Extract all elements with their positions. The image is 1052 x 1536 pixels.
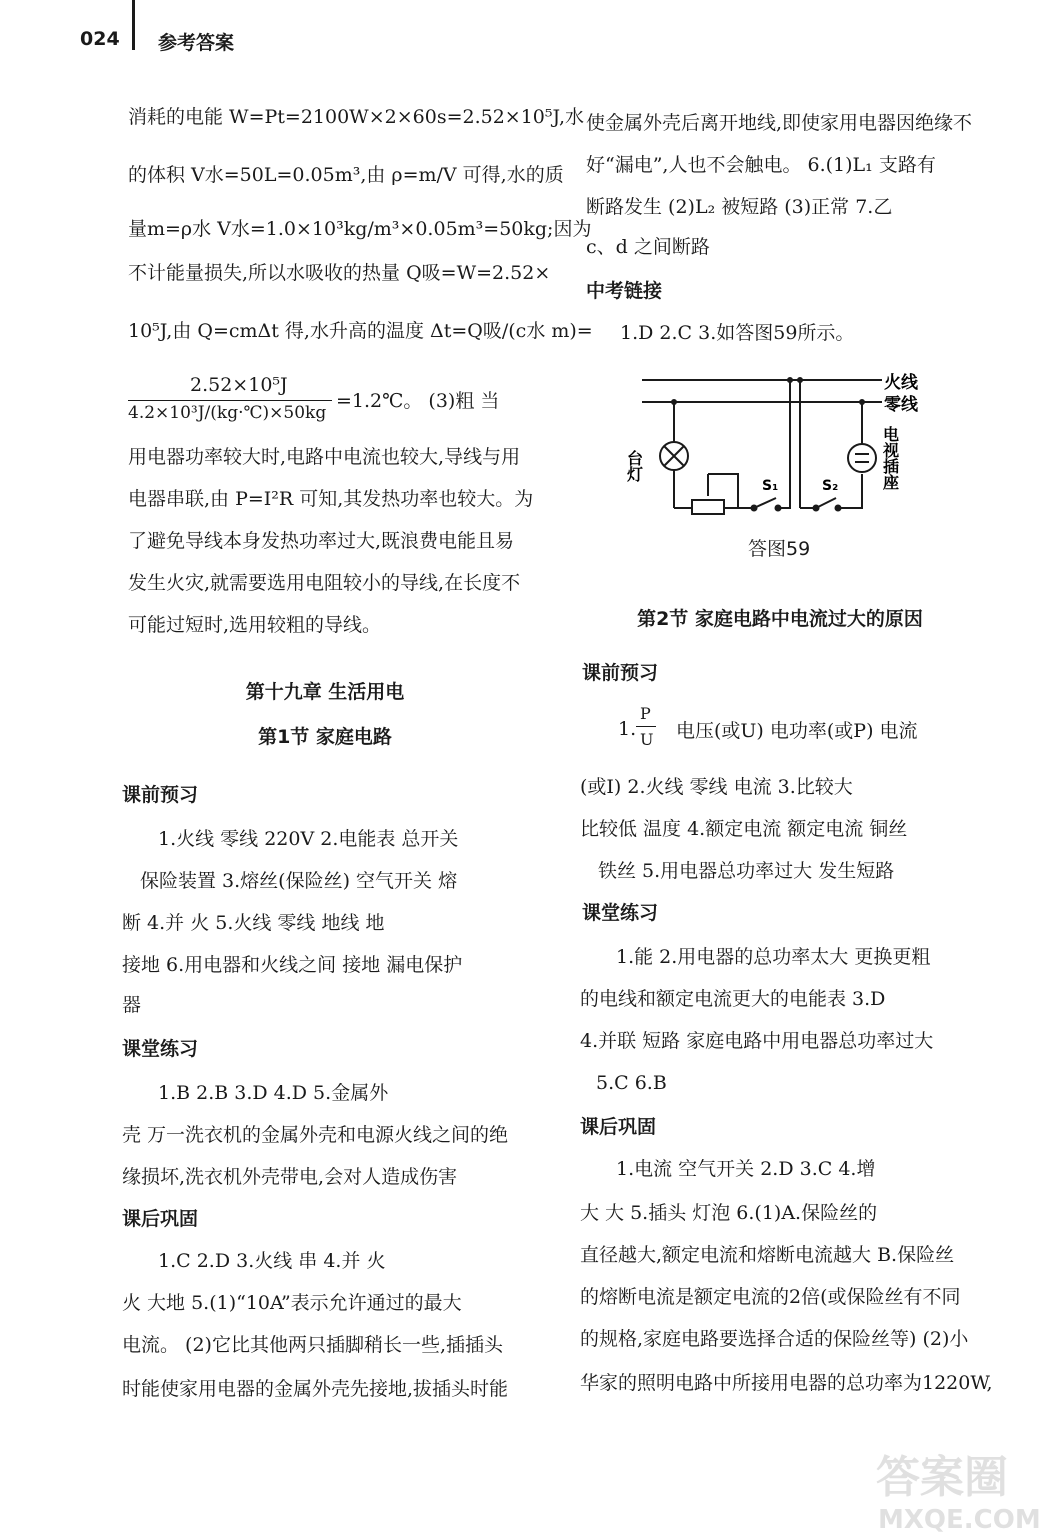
s2-after-heading: 课后巩固 <box>580 1116 657 1138</box>
s2-class-line: 5.C 6.B <box>596 1072 667 1094</box>
s1-class-line: 1.B 2.B 3.D 4.D 5.金属外 <box>158 1082 389 1104</box>
lamp-label: 台灯 <box>624 450 644 482</box>
s1-pre-line: 器 <box>122 994 142 1016</box>
s2-frac-num: P <box>640 704 651 723</box>
s2-class-line: 4.并联 短路 家庭电路中用电器总功率过大 <box>580 1030 934 1052</box>
s1-after-line: 火 大地 5.(1)“10A”表示允许通过的最大 <box>122 1292 462 1314</box>
header-divider <box>132 0 135 50</box>
s2-class-heading: 课堂练习 <box>582 902 659 924</box>
zk-heading: 中考链接 <box>586 280 663 302</box>
left-line-6-tail: =1.2℃。 (3)粗 当 <box>336 390 500 412</box>
right-line-2: 好“漏电”,人也不会触电。 6.(1)L₁ 支路有 <box>586 154 936 176</box>
header-title: 参考答案 <box>158 32 235 54</box>
s2-class-line: 的电线和额定电流更大的电能表 3.D <box>580 988 886 1010</box>
s1-pre-heading: 课前预习 <box>122 784 199 806</box>
right-line-1: 使金属外壳后离开地线,即使家用电器因绝缘不 <box>586 112 973 134</box>
section1-title: 第1节 家庭电路 <box>258 726 392 748</box>
watermark-text: 答案圈 <box>876 1452 1008 1503</box>
tv-label: 电视插座 <box>880 426 900 490</box>
chapter-title: 第十九章 生活用电 <box>245 681 405 703</box>
s2-blade <box>816 498 836 508</box>
s2-pre-heading: 课前预习 <box>582 662 659 684</box>
circuit-diagram <box>624 362 930 522</box>
s2-after-line: 的规格,家庭电路要选择合适的保险丝等) (2)小 <box>580 1328 969 1350</box>
s2-pre-1-tail: 电压(或U) 电功率(或P) 电流 <box>676 720 918 742</box>
left-line-4: 不计能量损失,所以水吸收的热量 Q吸=W=2.52× <box>128 262 551 284</box>
s1-pre-line: 接地 6.用电器和火线之间 接地 漏电保护 <box>122 954 463 976</box>
neutral-label: 零线 <box>884 395 918 415</box>
zk-answers: 1.D 2.C 3.如答图59所示。 <box>620 322 855 344</box>
s2-after-line: 大 大 5.插头 灯泡 6.(1)A.保险丝的 <box>580 1202 878 1224</box>
s1-class-line: 缘损坏,洗衣机外壳带电,会对人造成伤害 <box>122 1166 458 1188</box>
left-line-5: 10⁵J,由 Q=cmΔt 得,水升高的温度 Δt=Q吸/(c水 m)= <box>128 320 593 342</box>
rheostat <box>692 500 724 514</box>
right-line-4: c、d 之间断路 <box>586 236 710 258</box>
left-line-11: 可能过短时,选用较粗的导线。 <box>128 614 382 636</box>
s2-frac-den: U <box>640 730 654 749</box>
s2-frac-bar <box>636 726 656 727</box>
s2-pre-1-label: 1. <box>618 718 637 740</box>
right-line-3: 断路发生 (2)L₂ 被短路 (3)正常 7.乙 <box>586 196 893 218</box>
s2-pre-line: 比较低 温度 4.额定电流 额定电流 铜丝 <box>580 818 908 840</box>
s1-class-line: 壳 万一洗衣机的金属外壳和电源火线之间的绝 <box>122 1124 509 1146</box>
s2-pre-line: (或I) 2.火线 零线 电流 3.比较大 <box>580 776 853 798</box>
left-line-9: 了避免导线本身发热功率过大,既浪费电能且易 <box>128 530 515 552</box>
s1-after-line: 电流。 (2)它比其他两只插脚稍长一些,插插头 <box>122 1334 503 1356</box>
left-line-2: 的体积 V水=50L=0.05m³,由 ρ=m/V 可得,水的质 <box>128 164 564 186</box>
s2-after-line: 直径越大,额定电流和熔断电流越大 B.保险丝 <box>580 1244 955 1266</box>
live-label: 火线 <box>884 373 918 393</box>
s2-after-line: 1.电流 空气开关 2.D 3.C 4.增 <box>616 1158 876 1180</box>
section2-title: 第2节 家庭电路中电流过大的原因 <box>637 608 923 630</box>
s2-after-line: 的熔断电流是额定电流的2倍(或保险丝有不同 <box>580 1286 961 1308</box>
watermark-logo <box>868 1440 1048 1536</box>
fraction-bar <box>128 400 332 401</box>
s2-pre-line: 铁丝 5.用电器总功率过大 发生短路 <box>598 860 895 882</box>
left-line-1: 消耗的电能 W=Pt=2100W×2×60s=2.52×10⁵J,水 <box>128 106 585 128</box>
s1-pre-line: 1.火线 零线 220V 2.电能表 总开关 <box>158 828 459 850</box>
left-line-8: 电器串联,由 P=I²R 可知,其发热功率也较大。为 <box>128 488 534 510</box>
left-line-10: 发生火灾,就需要选用电阻较小的导线,在长度不 <box>128 572 521 594</box>
s1-blade <box>754 498 776 508</box>
tv-socket-symbol <box>848 444 876 472</box>
fraction-denominator: 4.2×10³J/(kg·℃)×50kg <box>128 403 327 423</box>
fraction-numerator: 2.52×10⁵J <box>190 374 288 396</box>
watermark-url: MXQE.COM <box>878 1505 1041 1535</box>
s1-after-line: 时能使家用电器的金属外壳先接地,拔插头时能 <box>122 1378 509 1400</box>
figure-caption: 答图59 <box>748 538 811 560</box>
s1-label: S₁ <box>762 478 779 494</box>
page-number: 024 <box>80 28 120 50</box>
s1-class-heading: 课堂练习 <box>122 1038 199 1060</box>
s1-after-line: 1.C 2.D 3.火线 串 4.并 火 <box>158 1250 386 1272</box>
s1-after-heading: 课后巩固 <box>122 1208 199 1230</box>
s1-pre-line: 断 4.并 火 5.火线 零线 地线 地 <box>122 912 385 934</box>
s2-after-line: 华家的照明电路中所接用电器的总功率为1220W, <box>580 1372 993 1394</box>
left-line-3: 量m=ρ水 V水=1.0×10³kg/m³×0.05m³=50kg;因为 <box>128 218 592 240</box>
s1-pre-line: 保险装置 3.熔丝(保险丝) 空气开关 熔 <box>140 870 458 892</box>
left-line-7: 用电器功率较大时,电路中电流也较大,导线与用 <box>128 446 521 468</box>
s2-label: S₂ <box>822 478 839 494</box>
s2-class-line: 1.能 2.用电器的总功率太大 更换更粗 <box>616 946 931 968</box>
